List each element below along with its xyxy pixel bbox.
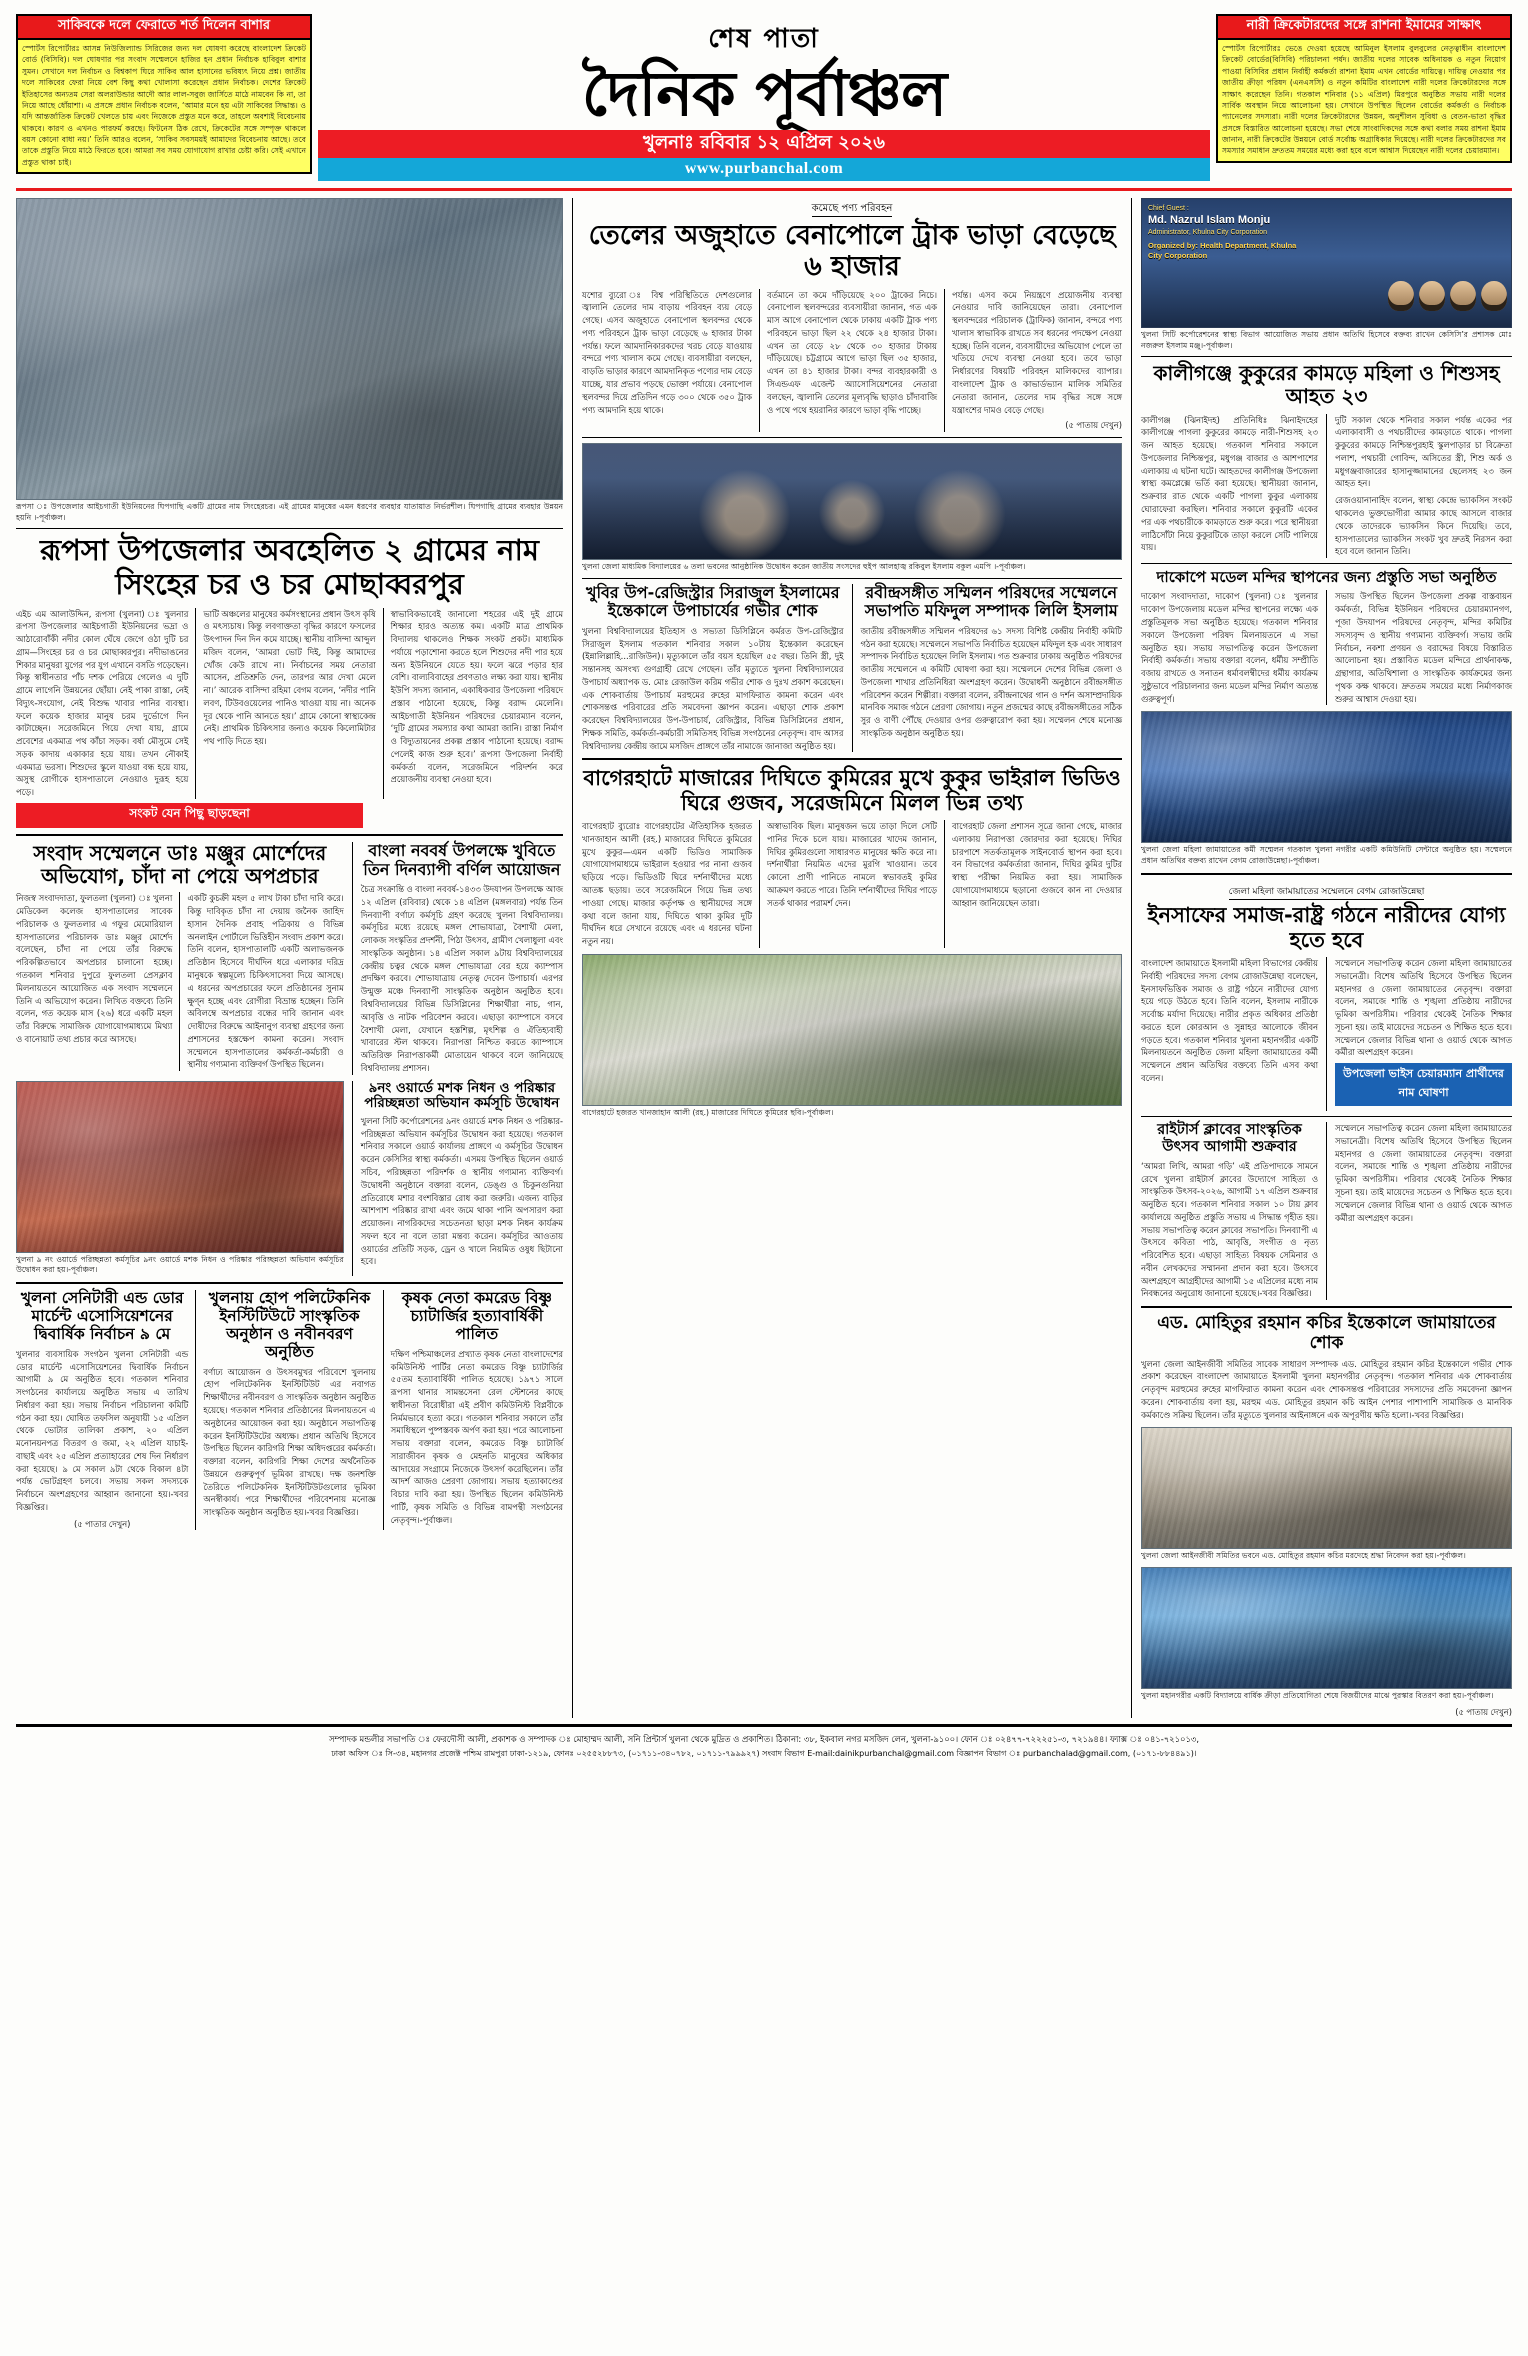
dakop-body-1: দাকোপ সংবাদদাতা, দাকোপ (খুলনা) ঃ খুলনার দাকোপ উপজেলায় মডেল মন্দির স্থাপনের লক্ষ্যে এক প্রস্তুতিমূলক সভা অনুষ্ঠিত হয়েছে। গতকাল শনিবার সকালে উপজেলা পরিষদ মিলনায়তনে এ সভা অনুষ্ঠিত হয়। সভায় সভাপতিত্ব করেন উপজেলা নির্বাহী কর্মকর্তা। সভায় বক্তারা বলেন, ধর্মীয় সম্প্রীতি বজায় রাখতে ও সনাতন ধর্মাবলম্বীদের ধর্মীয় কার্যক্রম সুষ্ঠুভাবে পরিচালনার জন্য মডেল মন্দির নির্মাণ অত্যন্ত গুরুত্বপূর্ণ।: [1141, 591, 1318, 704]
kaliganj-byline: কালীগঞ্জ (ঝিনাইদহ) প্রতিনিধিঃ: [1141, 414, 1268, 425]
rupsa-photo-caption: রূপসা ঃ উপজেলার আইচগাতী ইউনিয়নের ঘিপগাছি একটি গ্রামের নাম সিংহেরচর। এই গ্রামের মানুষের এমন ধরণের ব্যবহার যাতায়াত নির্ভরশীল। ঘিপগাছি গ্রামের ব্যবহার উন্নয়ন হয়নি ।-পূর্বাঞ্চল।: [16, 502, 563, 522]
bagerhat-dighi-photo: [582, 954, 1122, 1106]
publication-title: দৈনিক পূর্বাঞ্চল: [581, 57, 947, 130]
rupsa-river-photo: [16, 198, 563, 500]
mohitur-photo-caption-1: খুলনা জেলা আইনজীবী সমিতির ভবনে এড. মোহিতুর রহমান কচির মরদেহে শ্রদ্ধা নিবেদন করা হয়।-পূর্বাঞ্চল।: [1141, 1551, 1466, 1561]
divider: [1141, 873, 1512, 875]
bagerhat-body-3: বাগেরহাট জেলা প্রশাসন সূত্রে জানা গেছে, মাজার এলাকায় নিরাপত্তা জোরদার করা হয়েছে। দিঘির চারপাশে সতর্কতামূলক সাইনবোর্ড স্থাপন করা হবে। বন বিভাগের কর্মকর্তারা জানান, দিঘির কুমির দুটির স্বাস্থ্য পরীক্ষা নিয়মিত করা হয়। সামাজিক যোগাযোগমাধ্যমে ছড়ানো গুজবে কান না দেওয়ার আহ্বান জানিয়েছেন তারা।: [952, 821, 1122, 908]
bokul-mp-photo: [582, 443, 1122, 560]
top-right-teaser-body: স্পোর্টস রিপোর্টারঃ ভেঙে দেওয়া হয়েছে আমিনুল ইসলাম বুলবুলের নেতৃত্বাধীন বাংলাদেশ ক্রিকেট বোর্ডের(বিসিবি) পরিচালনা পর্ষদ। জাতীয় দলের সাবেক অধিনায়ক ও নতুন নিয়োগ পাওয়া বিসিবির প্রধান নির্বাহী কর্মকর্তা রাশনা ইমাম এখন বোর্ডের দায়িত্বে। দায়িত্ব নেওয়ার পর জাতীয় ক্রীড়া পরিষদ (এনএসসি) ও নতুন কমিটির বাংলাদেশ নারী দলের ক্রিকেটারদের সঙ্গে সাক্ষাৎ করেছেন তিনি। গতকাল শনিবার (১১ এপ্রিল) মিরপুরে অনুষ্ঠিত সভায় নারী দলের সার্বিক অবস্থান নিয়ে আলোচনা হয়। সেখানে উপস্থিত ছিলেন বোর্ডের কর্মকর্তা ও নির্বাচক প্যানেলের সদস্যরা। নারী দলের ক্রিকেটারদের উন্নয়ন, অনুশীলন সুবিধা ও বেতন-ভাতা বৃদ্ধির প্রসঙ্গে বিস্তারিত আলোচনা হয়েছে। সভা শেষে সাংবাদিকদের সঙ্গে কথা বলার সময় রাশনা ইমাম জানান, নারী ক্রিকেটের উন্নয়নে বোর্ড সর্বোচ্চ অগ্রাধিকার দিয়েছে। নারী দলের ক্রিকেটারদের সব সমস্যার সমাধান দ্রুততম সময়ের মধ্যে করা হবে বলে আশ্বাস দিয়েছেন নারী দলের চেয়ারম্যান।: [1222, 43, 1506, 156]
left-lower-stories: [16, 842, 563, 1075]
rupsa-villages-body: [16, 608, 563, 799]
footer-imprint: [16, 1724, 1512, 1761]
mahila-conference-caption: খুলনা জেলা মহিলা জামায়াতের কর্মী সম্মেলন গতকাল খুলনা নগরীর একটি কমিউনিটি সেন্টারে অনুষ্ঠিত হয়। সম্মেলনে প্রধান অতিথির বক্তব্য রাখেন বেগম রোজাউন্নেছা।-পূর্বাঞ্চল।: [1141, 845, 1512, 865]
top-right-teaser-box[interactable]: [1216, 14, 1512, 163]
school-sports-photo: [1141, 1567, 1512, 1689]
khubi-registrar-headline[interactable]: খুবির উপ-রেজিস্ট্রার সিরাজুল ইসলামের ইন্তেকালে উপাচার্যের গভীর শোক: [585, 582, 840, 621]
divider: [1141, 1116, 1512, 1117]
insaf-kicker: জেলা মহিলা জামায়াতের সম্মেলনে বেগম রোজাউন্নেছা: [1229, 887, 1425, 901]
left-bottom-stories: [16, 1290, 563, 1531]
insaf-headline[interactable]: ইনসাফের সমাজ-রাষ্ট্র গঠনে নারীদের যোগ্য হতে হবে: [1147, 903, 1506, 952]
insaf-body: [1141, 957, 1512, 1111]
page-label: শেষ পাতা: [708, 24, 820, 54]
dakop-body-2: সভায় উপস্থিত ছিলেন উপজেলা প্রকল্প বাস্তবায়ন কর্মকর্তা, বিভিন্ন ইউনিয়ন পরিষদের চেয়ারম্যানগণ, পূজা উদযাপন পরিষদের নেতৃবৃন্দ, মন্দির কমিটির সদস্যবৃন্দ ও স্থানীয় গণ্যমান্য ব্যক্তিবর্গ। সভায় জমি নির্বাচন, নকশা প্রণয়ন ও বরাদ্দের বিষয়ে বিস্তারিত আলোচনা হয়। প্রস্তাবিত মডেল মন্দিরে প্রার্থনাকক্ষ, গ্রন্থাগার, অতিথিশালা ও সাংস্কৃতিক কার্যক্রমের জন্য পৃথক কক্ষ থাকবে। দ্রুততম সময়ের মধ্যে নির্মাণকাজ শুরুর আশ্বাস দেওয়া হয়।: [1335, 591, 1512, 704]
crowd-photo-caption: খুলনা ৯ নং ওয়ার্ডে পরিচ্ছন্নতা কর্মসূচির ৯নং ওয়ার্ডে মশক নিধন ও পরিষ্কার পরিচ্ছন্নতা অভিযান কর্মসূচির উদ্বোধন করা হয়।-পূর্বাঞ্চল।: [16, 1254, 344, 1275]
kaliganj-body-1: কালীগঞ্জ (ঝিনাইদহ) প্রতিনিধিঃ ঝিনাইদহের কালীগঞ্জে পাগলা কুকুরের কামড়ে নারী-শিশুসহ ২৩ জন আহত হয়েছে। গতকাল শনিবার সকালে উপজেলার নিশ্চিন্তপুর, মধুগঞ্জ বাজার ও আশপাশের এলাকায় এ ঘটনা ঘটে। আহতদের কালীগঞ্জ উপজেলা স্বাস্থ্য কমপ্লেক্সে ভর্তি করা হয়েছে। স্থানীয়রা জানান, শুক্রবার রাত থেকে একটি পাগলা কুকুর এলাকায় ঘোরাফেরা করছিল। শনিবার সকালে কুকুরটি একের পর এক পথচারীকে কামড়াতে শুরু করে। পরে স্থানীয়রা লাঠিসোঁটা নিয়ে কুকুরটিকে তাড়া করলে সেটি পালিয়ে যায়।: [1141, 414, 1318, 553]
left-photo-row: [16, 1081, 563, 1276]
kcc-ad-text: [1148, 204, 1298, 261]
rupsa-villages-headline[interactable]: রূপসা উপজেলার অবহেলিত ২ গ্রামের নাম সিংহের চর ও চর মোছাব্বরপুর: [39, 533, 540, 601]
mohitur-headline[interactable]: এড. মোহিতুর রহমান কচির ইন্তেকালে জামায়াতের শোক: [1157, 1313, 1496, 1353]
benapole-body: [582, 289, 1122, 432]
khubi-registrar-body: খুলনা বিশ্ববিদ্যালয়ের ইতিহাস ও সভ্যতা ডিসিপ্লিনে কর্মরত উপ-রেজিস্ট্রার সিরাজুল ইসলাম গতকাল শনিবার সকাল ১০টায় ইন্তেকাল করেছেন (ইন্নালিল্লাহি...রাজিউন)। মৃত্যুকালে তাঁর বয়স হয়েছিল ৫৫ বছর। তিনি স্ত্রী, দুই সন্তানসহ অসংখ্য গুণগ্রাহী রেখে গেছেন। তাঁর মৃত্যুতে খুলনা বিশ্ববিদ্যালয়ের উপাচার্য অধ্যাপক ড. মোঃ রেজাউল করিম গভীর শোক ও দুঃখ প্রকাশ করেছেন। এক শোকবার্তায় উপাচার্য মরহুমের রুহের মাগফিরাত কামনা করেন এবং শোকসন্তপ্ত পরিবারের প্রতি সমবেদনা জ্ঞাপন করেন। এছাড়া শোক প্রকাশ করেছেন বিশ্ববিদ্যালয়ের উপ-উপাচার্য, রেজিস্ট্রার, বিভিন্ন ডিসিপ্লিনের প্রধান, শিক্ষক সমিতি, কর্মকর্তা-কর্মচারী সমিতিসহ বিভিন্ন সংগঠনের নেতৃবৃন্দ। বাদ আসর বিশ্ববিদ্যালয় কেন্দ্রীয় জামে মসজিদ প্রাঙ্গণে তাঁর নামাজে জানাজা অনুষ্ঠিত হয়।: [582, 625, 844, 751]
manjur-body-2: একটি কুচক্রী মহল ৫ লাখ টাকা চাঁদা দাবি করে। কিন্তু দাবিকৃত চাঁদা না দেয়ায় জনৈক জাহিদ হাসান দৈনিক প্রবাহ পত্রিকায় ও বিভিন্ন অনলাইন পোর্টালে ভিত্তিহীন সংবাদ প্রকাশ করে। তিনি বলেন, হাসপাতালটি একটি অলাভজনক প্রতিষ্ঠান হিসেবে দীর্ঘদিন ধরে এলাকার দরিদ্র মানুষকে স্বল্পমূল্যে চিকিৎসাসেবা দিয়ে আসছে। এ ধরনের অপপ্রচারের ফলে প্রতিষ্ঠানের সুনাম ক্ষুণ্ন হচ্ছে এবং রোগীরা বিভ্রান্ত হচ্ছেন। তিনি অবিলম্বে অপপ্রচার বন্ধের দাবি জানান এবং দোষীদের বিরুদ্ধে আইনানুগ ব্যবস্থা গ্রহণের জন্য প্রশাসনের হস্তক্ষেপ কামনা করেন। সংবাদ সম্মেলনে হাসপাতালের কর্মকর্তা-কর্মচারী ও স্থানীয় গণ্যমান্য ব্যক্তিবর্গ উপস্থিত ছিলেন।: [187, 893, 344, 1070]
divider: [16, 834, 563, 836]
column-middle: [572, 198, 1132, 1718]
insaf-kicker-wrap: [1141, 881, 1512, 901]
bagerhat-body-1: বাগেরহাট ব্যুরোঃ বাগেরহাটের ঐতিহাসিক হজরত খানজাহান আলী (রহ.) মাজারের দিঘিতে কুমিরের মুখে কুকুর—এমন একটি ভিডিও সামাজিক যোগাযোগমাধ্যমে ভাইরাল হওয়ার পর নানা গুজব ছড়িয়ে পড়ে। ভিডিওটি ঘিরে দর্শনার্থীদের মধ্যে আতঙ্ক ছড়ায়। তবে সরেজমিনে গিয়ে ভিন্ন তথ্য পাওয়া গেছে। মাজার কর্তৃপক্ষ ও স্থানীয়দের সঙ্গে কথা বলে জানা যায়, দিঘিতে থাকা কুমির দুটি দীর্ঘদিন ধরে সেখানে রয়েছে এবং এ ধরনের ঘটনা নতুন নয়।: [582, 821, 752, 947]
kaliganj-dog-body: [1141, 414, 1512, 558]
kaliganj-body-2: দুটি সকাল থেকে শনিবার সকাল পর্যন্ত একের পর এলাকাবাসী ও পথচারীদের কামড়াতে থাকে। পাগলা কুকুরের কামড়ে নিশ্চিন্তপুরহাই স্কুলপাড়ার চা বিক্রেতা পলাশ, পথচারী গোবিন্দ, অসিতের স্ত্রী, শিশু অর্ক ও মধুগঞ্জবাজারের হাসানুজ্জামানের ছেলেসহ ২৩ জন আহত হন।: [1335, 414, 1512, 489]
chief-guest-title: Administrator, Khulna City Corporation: [1148, 229, 1268, 237]
masthead: [312, 14, 1216, 181]
footer-line-1: সম্পাদক মন্ডলীর সভাপতি ঃ ফেরদৌসী আলী, প্রকাশক ও সম্পাদক ঃ মোহাম্মদ আলী, সনি প্রিন্টার্স খুলনা থেকে মুদ্রিত ও প্রকাশিত। ঠিকানা: ৩৮, ইকবাল নগর মসজিদ লেন, খুলনা-৯১০০। ফোন ঃ ০২৪৭৭-৭২২২৫১-৩, ৭২১৯৪৪। ফ্যাক্স ঃ ০৪১-৭২১০১৩,: [328, 1734, 1200, 1745]
mohitur-photo-caption-2: খুলনা মহানগরীর একটি বিদ্যালয়ে বার্ষিক ক্রীড়া প্রতিযোগিতা শেষে বিজয়ীদের মাঝে পুরস্কার বিতরণ করা হয়।-পূর্বাঞ্চল।: [1141, 1691, 1494, 1701]
mahila-conference-photo: [1141, 711, 1512, 843]
nabobarsho-body: চৈত্র সংক্রান্তি ও বাংলা নববর্ষ-১৪৩৩ উদযাপন উপলক্ষে আজ ১২ এপ্রিল (রবিবার) থেকে ১৪ এপ্রিল (মঙ্গলবার) পর্যন্ত তিন দিনব্যাপী বর্ণাঢ্য কর্মসূচি গ্রহণ করেছে খুলনা বিশ্ববিদ্যালয়। কর্মসূচির মধ্যে রয়েছে মঙ্গল শোভাযাত্রা, বৈশাখী মেলা, লোকজ সংস্কৃতির প্রদর্শনী, পিঠা উৎসব, গ্রামীণ খেলাধুলা এবং সাংস্কৃতিক অনুষ্ঠান। ১৪ এপ্রিল সকাল ৯টায় বিশ্ববিদ্যালয়ের কেন্দ্রীয় চত্বর থেকে মঙ্গল শোভাযাত্রা বের হয়ে ক্যাম্পাস প্রদক্ষিণ করবে। শোভাযাত্রায় নেতৃত্ব দেবেন উপাচার্য। এরপর উন্মুক্ত মঞ্চে দিনব্যাপী সাংস্কৃতিক অনুষ্ঠান অনুষ্ঠিত হবে। বিশ্ববিদ্যালয়ের বিভিন্ন ডিসিপ্লিনের শিক্ষার্থীরা নাচ, গান, আবৃত্তি ও নাটক পরিবেশন করবে। এছাড়া ক্যাম্পাসে বসবে বৈশাখী মেলা, যেখানে হস্তশিল্প, মৃৎশিল্প ও ঐতিহ্যবাহী খাবারের স্টল থাকবে। নিরাপত্তা নিশ্চিত করতে ক্যাম্পাসে অতিরিক্ত নিরাপত্তাকর্মী মোতায়েন থাকবে বলে জানিয়েছে বিশ্ববিদ্যালয় প্রশাসন।: [360, 884, 563, 1073]
kcc-health-ad-photo: [1141, 198, 1512, 328]
mohitur-body: খুলনা জেলা আইনজীবী সমিতির সাবেক সাধারণ সম্পাদক এড. মোহিতুর রহমান কচির ইন্তেকালে গভীর শোক প্রকাশ করেছেন বাংলাদেশ জামায়াতে ইসলামী খুলনা মহানগরীর নেতৃবৃন্দ। গতকাল শনিবার এক শোকবার্তায় নেতৃবৃন্দ মরহুমের রুহের মাগফিরাত কামনা করেন এবং শোকসন্তপ্ত পরিবারের সদস্যদের প্রতি সমবেদনা জ্ঞাপন করেন। শোকবার্তায় বলা হয়, মরহুম এড. মোহিতুর রহমান কচি আইন পেশার পাশাপাশি সামাজিক ও মানবিক কর্মকাণ্ডে সক্রিয় ছিলেন। তাঁর মৃত্যুতে খুলনার আইনাঙ্গনে এক অপূরণীয় ক্ষতি হলো।-খবর বিজ্ঞপ্তির।: [1141, 1358, 1512, 1420]
kaliganj-body-3: রেজওয়ানানাহিদ বলেন, স্বাস্থ্য কেন্দ্রে ভ্যাকসিন সংকট থাকলেও ভুক্তভোগীরা আমার কাছে আসলে বাজার থেকে তাদেরকে ভ্যাকসিন কিনে দিয়েছি। তবে, হাসপাতালের ভ্যাকসিন সংকট খুব দ্রুতই নিরসন করা হবে বলে জানান তিনি।: [1335, 495, 1512, 557]
insaf-body-1: বাংলাদেশ জামায়াতে ইসলামী মহিলা বিভাগের কেন্দ্রীয় নির্বাহী পরিষদের সদস্য বেগম রোজাউন্নেছা বলেছেন, ইনসাফভিত্তিক সমাজ ও রাষ্ট্র গঠনে নারীদের যোগ্য হয়ে গড়ে উঠতে হবে। তিনি বলেন, ইসলাম নারীকে সর্বোচ্চ মর্যাদা দিয়েছে। নারীর প্রকৃত অধিকার প্রতিষ্ঠা করতে হলে কোরআন ও সুন্নাহর আলোকে জীবন গড়তে হবে। গতকাল শনিবার খুলনা মহানগরীর একটি মিলনায়তনে অনুষ্ঠিত জেলা মহিলা জামায়াতের কর্মী সম্মেলনে প্রধান অতিথির বক্তব্যে তিনি এসব কথা বলেন।: [1141, 958, 1318, 1083]
bishnu-body: দক্ষিণ পশ্চিমাঞ্চলের প্রখ্যাত কৃষক নেতা বাংলাদেশের কমিউনিস্ট পার্টির নেতা কমরেড বিষ্ণু চ্যাটার্জির ৫৫তম হত্যাবার্ষিকী পালিত হয়েছে। ১৯৭১ সালে রূপসা থানার সামন্তসেনা রেল স্টেশনের কাছে স্বাধীনতা বিরোধীরা এই প্রবীণ কমিউনিস্ট বিপ্লবীকে নির্মমভাবে হত্যা করে। গতকাল শনিবার সকালে তাঁর সমাধিস্থলে পুষ্পস্তবক অর্পণ করা হয়। পরে আলোচনা সভায় বক্তারা বলেন, কমরেড বিষ্ণু চ্যাটার্জি সারাজীবন কৃষক ও মেহনতি মানুষের অধিকার আদায়ের সংগ্রামে নিজেকে উৎসর্গ করেছিলেন। তাঁর আদর্শ আজও প্রেরণা জোগায়। সভায় হত্যাকাণ্ডের বিচার দাবি করা হয়। উপস্থিত ছিলেন কমিউনিস্ট পার্টি, কৃষক সমিতি ও বিভিন্ন বামপন্থী সংগঠনের নেতৃবৃন্দ।-পূর্বাঞ্চল।: [390, 1348, 563, 1525]
bishnu-headline[interactable]: কৃষক নেতা কমরেড বিষ্ণু চ্যাটার্জির হত্যাবার্ষিকী পালিত: [401, 1288, 552, 1343]
kaliganj-dog-headline[interactable]: কালীগঞ্জে কুকুরের কামড়ে মহিলা ও শিশুসহ আহত ২৩: [1153, 361, 1500, 409]
mid-two-stories: [582, 584, 1122, 753]
rupsa-villages-col3: স্বাভাবিকভাবেই জানালো শহরের এই দুই গ্রামে শিক্ষার হারও অত্যন্ত কম। একটি মাত্র প্রাথমিক বিদ্যালয় থাকলেও শিক্ষক সংকট প্রকট। মাধ্যমিক পর্যায়ে পড়াশোনা করতে হলে শিশুদের নদী পার হয়ে অন্য ইউনিয়নে যেতে হয়। ফলে ঝরে পড়ার হার বেশি। বাল্যবিবাহের প্রবণতাও লক্ষ্য করা যায়। স্থানীয় ইউপি সদস্য জানান, একাধিকবার উপজেলা পরিষদে প্রস্তাব পাঠানো হয়েছে, কিন্তু বরাদ্দ মেলেনি। আইচগাতী ইউনিয়ন পরিষদের চেয়ারম্যান বলেন, ‘দুটি গ্রামের সমস্যার কথা আমরা জানি। রাস্তা নির্মাণ ও বিদ্যুতায়নের প্রকল্প প্রস্তাব পাঠানো হয়েছে। বরাদ্দ পেলেই কাজ শুরু হবে।’ রূপসা উপজেলা নির্বাহী কর্মকর্তা বলেন, সরেজমিনে পরিদর্শন করে প্রয়োজনীয় ব্যবস্থা নেওয়া হবে।: [390, 608, 563, 785]
benapole-body-3: পর্যন্ত। এসব কমে নিয়ন্ত্রণে প্রয়োজনীয় ব্যবস্থা নেওয়ার দাবি জানিয়েছেন তারা। বেনাপোল স্থলবন্দরের পরিচালক (ট্রাফিক) জানান, বন্দরে পণ্য খালাস স্বাভাবিক রাখতে সব ধরনের পদক্ষেপ নেওয়া হচ্ছে। তিনি বলেন, ব্যবসায়ীদের অভিযোগ পেলে তা খতিয়ে দেখে ব্যবস্থা নেওয়া হবে। তবে ভাড়া নির্ধারণের বিষয়টি পরিবহন মালিকদের ব্যাপার। বাংলাদেশ ট্রাক ও কাভার্ডভ্যান মালিক সমিতির নেতারা জানান, তেলের দাম বৃদ্ধির সঙ্গে সঙ্গে যন্ত্রাংশের দামও বেড়ে গেছে।: [952, 289, 1122, 415]
kcc-ad-organizer: Organized by: Health Department, Khulna City Corporation: [1148, 240, 1297, 260]
polytechnic-body: বর্ণাঢ্য আয়োজন ও উৎসবমুখর পরিবেশে খুলনায় হোপ পলিটেকনিক ইনস্টিটিউট এর নবাগত শিক্ষার্থীদের নবীনবরণ ও সাংস্কৃতিক অনুষ্ঠান অনুষ্ঠিত হয়েছে। গতকাল শনিবার প্রতিষ্ঠানের মিলনায়তনে এ অনুষ্ঠানের আয়োজন করা হয়। অনুষ্ঠানে সভাপতিত্ব করেন ইনস্টিটিউটের অধ্যক্ষ। প্রধান অতিথি হিসেবে উপস্থিত ছিলেন কারিগরি শিক্ষা অধিদপ্তরের কর্মকর্তা। বক্তারা বলেন, কারিগরি শিক্ষা দেশের অর্থনৈতিক উন্নয়নে গুরুত্বপূর্ণ ভূমিকা রাখছে। দক্ষ জনশক্তি তৈরিতে পলিটেকনিক ইনস্টিটিউটগুলোর ভূমিকা অনস্বীকার্য। পরে শিক্ষার্থীদের পরিবেশনায় মনোজ্ঞ সাংস্কৃতিক অনুষ্ঠান অনুষ্ঠিত হয়।-খবর বিজ্ঞপ্তির।: [203, 1366, 376, 1518]
dakop-mandir-headline[interactable]: দাকোপে মডেল মন্দির স্থাপনের জন্য প্রস্তুতি সভা অনুষ্ঠিত: [1156, 568, 1497, 587]
divider: [1141, 1306, 1512, 1308]
dateline-bar: খুলনাঃ রবিবার ১২ এপ্রিল ২০২৬: [318, 130, 1210, 158]
rupsa-byline: এইচ এম আলাউদ্দিন, রূপসা (খুলনা) ঃ: [16, 608, 161, 619]
divider: [16, 1282, 563, 1284]
divider: [1141, 563, 1512, 564]
manjur-body: [16, 892, 344, 1071]
mosquito-body: খুলনা সিটি কর্পোরেশনের ৯নং ওয়ার্ডে মশক নিধন ও পরিষ্কার-পরিচ্ছন্নতা অভিযান কর্মসূচির উদ্বোধন করা হয়েছে। গতকাল শনিবার সকালে ওয়ার্ড কার্যালয় প্রাঙ্গণে এ কর্মসূচির উদ্বোধন করেন কেসিসির স্বাস্থ্য কর্মকর্তা। এসময় উপস্থিত ছিলেন ওয়ার্ড সচিব, পরিচ্ছন্নতা পরিদর্শক ও স্থানীয় গণ্যমান্য ব্যক্তিবর্গ। উদ্বোধনী অনুষ্ঠানে বক্তারা বলেন, ডেঙ্গু ও চিকুনগুনিয়া প্রতিরোধে মশার বংশবিস্তার রোধ করা জরুরি। এজন্য বাড়ির আশপাশ পরিষ্কার রাখা এবং জমে থাকা পানি অপসারণ করা প্রয়োজন। নাগরিকদের সচেতনতা ছাড়া মশক নিধন কার্যক্রম সফল হবে না বলে তারা মন্তব্য করেন। কর্মসূচির আওতায় ওয়ার্ডের প্রতিটি সড়ক, ড্রেন ও খালে নিয়মিত ওষুধ ছিটানো হবে।: [360, 1115, 563, 1267]
bagerhat-croc-body: [582, 820, 1122, 948]
robindra-body: জাতীয় রবীন্দ্রসঙ্গীত সম্মিলন পরিষদের ৬১ সদস্য বিশিষ্ট কেন্দ্রীয় নির্বাহী কমিটি গঠন করা হয়েছে। সম্মেলনে সভাপতি নির্বাচিত হয়েছেন মফিদুল হক এবং সাধারণ সম্পাদক নির্বাচিত হয়েছেন লিলি ইসলাম। গত শুক্রবার ঢাকায় অনুষ্ঠিত পরিষদের জাতীয় সম্মেলনে এ কমিটি ঘোষণা করা হয়। সম্মেলনে দেশের বিভিন্ন জেলা ও উপজেলা শাখার প্রতিনিধিরা অংশগ্রহণ করেন। উদ্বোধনী অনুষ্ঠানে রবীন্দ্রসঙ্গীত পরিবেশন করেন শিল্পীরা। বক্তারা বলেন, রবীন্দ্রনাথের গান ও দর্শন অসাম্প্রদায়িক মানবিক সমাজ গঠনে প্রেরণা জোগায়। নতুন প্রজন্মের কাছে রবীন্দ্রসঙ্গীতের সঠিক সুর ও বাণী পৌঁছে দেওয়ার ওপর গুরুত্বারোপ করা হয়। সম্মেলন শেষে মনোজ্ঞ সাংস্কৃতিক অনুষ্ঠান অনুষ্ঠিত হয়।: [860, 625, 1122, 738]
column-right: [1132, 198, 1512, 1718]
manjur-headline[interactable]: সংবাদ সম্মেলনে ডাঃ মঞ্জুর মোর্শেদের অভিযোগ, চাঁদা না পেয়ে অপপ্রচার: [33, 841, 327, 889]
main-columns: [16, 198, 1512, 1718]
benapole-kicker-wrap: [582, 198, 1122, 217]
chief-guest-name: Md. Nazrul Islam Monju: [1148, 214, 1271, 227]
rupsa-body-1: খুলনার রূপসা উপজেলার আইচগাতী ইউনিয়নের ভদ্রা ও আঠারোবাঁকী নদীর কোল ঘেঁষে জেগে ওঠা দুটি চর গ্রাম—সিংহের চর ও চর মোছাব্বরপুর। নদীভাঙনের শিকার মানুষরা যুগের পর যুগ এখানে বসতি গড়েছেন। কিন্তু স্বাধীনতার পাঁচ দশক পেরিয়ে গেলেও এ দুটি গ্রামে লাগেনি উন্নয়নের ছোঁয়া। নেই পাকা রাস্তা, নেই বিদ্যুৎ-সংযোগ, নেই বিশুদ্ধ খাবার পানির ব্যবস্থা। ফলে কয়েক হাজার মানুষ চরম দুর্ভোগে দিন কাটাচ্ছেন। সরেজমিনে গিয়ে দেখা যায়, গ্রামে প্রবেশের একমাত্র পথ কাঁচা সড়ক। বর্ষা মৌসুমে সেই সড়ক কাদায় একাকার হয়ে যায়। তখন নৌকাই একমাত্র ভরসা। শিশুদের স্কুলে যাওয়া বন্ধ হয়ে যায়, অসুস্থ রোগীকে হাসপাতালে নেওয়াও দুরূহ হয়ে পড়ে।: [16, 608, 189, 798]
divider: [582, 758, 1122, 760]
footer-line-2: ঢাকা অফিস ঃ সি-৩৪, মহানগর প্রজেক্ট পশ্চিম রামপুরা ঢাকা-১২১৯, ফোনঃ ০২৫৫২৮৮৭৩, (০১৭১১-৩৪০৭৮২, ০১৭১১-৭৯৯৯২৭) সংবাদ বিভাগ E-mail:dainikpurbanchal@gmail.com বিজ্ঞাপন বিভাগ ঃ purbanchalad@gmail.com, (০১৭১-৮৮৪৪৯১)।: [331, 1749, 1197, 1759]
benapole-body-1: যশোর ব্যুরো ঃ বিশ্ব পরিস্থিতিতে দেশগুলোর জ্বালানি তেলের দাম বাড়ায় পরিবহন ব্যয় বেড়ে গেছে। এসব অজুহাতে বেনাপোল স্থলবন্দর থেকে পণ্য পরিবহনে ট্রাক ভাড়া বেড়েছে ৬ হাজার টাকা পর্যন্ত। ফলে আমদানিকারকদের খরচ বেড়ে যাওয়ায় বন্দরে পণ্য খালাস কমে গেছে। ব্যবসায়ীরা বলছেন, বাড়তি ভাড়ার কারণে আমদানিকৃত পণ্যের দাম বেড়ে যাচ্ছে, যার প্রভাব পড়ছে ভোক্তা পর্যায়ে। বেনাপোল স্থলবন্দর দিয়ে প্রতিদিন গড়ে ৩০০ থেকে ৩৫০ ট্রাক পণ্য আমদানি হয়ে থাকে।: [582, 289, 752, 415]
mosquito-headline[interactable]: ৯নং ওয়ার্ডে মশক নিধন ও পরিষ্কার পরিচ্ছন্নতা অভিযান কর্মসূচি উদ্বোধন: [364, 1079, 560, 1112]
bagerhat-croc-headline[interactable]: বাগেরহাটে মাজারের দিঘিতে কুমিরের মুখে কুকুর ভাইরাল ভিডিও ঘিরে গুজব, সরেজমিনে মিলল ভিন্ন তথ্য: [583, 766, 1121, 815]
divider: [582, 437, 1122, 438]
kcc-ad-caption: খুলনা সিটি কর্পোরেশনের স্বাস্থ্য বিভাগ আয়োজিত সভায় প্রধান অতিথি হিসেবে বক্তব্য রাখেন কেসিসি’র প্রশাসক মোঃ নজরুল ইসলাম মঞ্জু।-পূর্বাঞ্চল।: [1141, 330, 1512, 350]
top-strip: [16, 14, 1512, 181]
dakop-mandir-body: [1141, 590, 1512, 705]
crowd-photo: [16, 1081, 344, 1253]
writers-club-overflow: সম্মেলনে সভাপতিত্ব করেন জেলা মহিলা জামায়াতের সভানেত্রী। বিশেষ অতিথি হিসেবে উপস্থিত ছিলেন মহানগর ও জেলা জামায়াতের নেতৃবৃন্দ। বক্তারা বলেন, সমাজে শান্তি ও শৃঙ্খলা প্রতিষ্ঠায় নারীদের ভূমিকা অপরিসীম। পরিবার থেকেই নৈতিক শিক্ষার সূচনা হয়। তাই মায়েদের সচেতন ও শিক্ষিত হতে হবে। সম্মেলনে জেলার বিভিন্ন থানা ও ওয়ার্ড থেকে আগত কর্মীরা অংশগ্রহণ করেন।: [1335, 1123, 1512, 1223]
rupsa-villages-col2: ভাটি অঞ্চলের মানুষের কর্মসংস্থানের প্রধান উৎস কৃষি ও মৎস্যচাষ। কিন্তু লবণাক্ততা বৃদ্ধির কারণে ফসলের উৎপাদন দিন দিন কমে যাচ্ছে। স্থানীয় বাসিন্দা আব্দুল মজিদ বলেন, ‘আমরা ভোট দিই, কিন্তু আমাদের খোঁজ কেউ রাখে না। নির্বাচনের সময় নেতারা আসেন, প্রতিশ্রুতি দেন, তারপর আর দেখা মেলে না।’ আরেক বাসিন্দা রহিমা বেগম বলেন, ‘নদীর পানি লবণ, টিউবওয়েলের পানিও খাওয়া যায় না। অনেক দূর থেকে পানি আনতে হয়।’ গ্রামে কোনো স্বাস্থ্যকেন্দ্র নেই। প্রাথমিক চিকিৎসার জন্যও কয়েক কিলোমিটার পথ পাড়ি দিতে হয়।: [203, 608, 376, 747]
rupsa-crisis-banner: সংকট যেন পিছু ছাড়ছেনা: [16, 803, 363, 828]
writers-club-headline[interactable]: রাইটার্স ক্লাবের সাংস্কৃতিক উৎসব আগামী শুক্রবার: [1157, 1122, 1302, 1155]
jump-note-a[interactable]: (৫ পাতার দেখুন): [73, 1518, 131, 1529]
robindra-headline[interactable]: রবীন্দ্রসঙ্গীত সম্মিলন পরিষদের সম্মেলনে সভাপতি মফিদুল সম্পাদক লিলি ইসলাম: [864, 582, 1118, 621]
manjur-body-1: নিজস্ব সংবাদদাতা, ফুলতলা (খুলনা) ঃ খুলনা মেডিকেল কলেজ হাসপাতালের সাবেক পরিচালক ও ফুলতলার এ গফুর মেমোরিয়াল হাসপাতালের পরিচালক ডাঃ মঞ্জুর মোর্শেদ বলেছেন, চাঁদা না পেয়ে তাঁর বিরুদ্ধে পরিকল্পিতভাবে অপপ্রচার চালানো হচ্ছে। গতকাল শনিবার দুপুরে ফুলতলা প্রেসক্লাব মিলনায়তনে আয়োজিত এক সংবাদ সম্মেলনে তিনি এ অভিযোগ করেন। লিখিত বক্তব্যে তিনি বলেন, গত কয়েক মাস (২৬) ধরে একটি মহল তাঁর বিরুদ্ধে সামাজিক যোগাযোগমাধ্যমে মিথ্যা ও বানোয়াট তথ্য প্রচার করে আসছে।: [16, 893, 173, 1044]
divider: [582, 578, 1122, 579]
writers-club-block: [1141, 1122, 1512, 1300]
vice-chairman-banner: উপজেলা ভাইস চেয়ারম্যান প্রার্থীদের নাম ঘোষণা: [1335, 1063, 1512, 1106]
benapole-headline[interactable]: তেলের অজুহাতে বেনাপোলে ট্রাক ভাড়া বেড়েছে ৬ হাজার: [588, 220, 1116, 283]
column-left: [16, 198, 572, 1718]
speaker-heads-decoration: [1388, 281, 1507, 311]
bokul-mp-caption: খুলনা জেলা মাধ্যমিক বিদ্যালয়ের ৬ তলা ভবনের আনুষ্ঠানিক উদ্বোধন করেন জাতীয় সংসদের হুইপ আলহাজ্ব রকিবুল ইসলাম বকুল এমপি ।-পূর্বাঞ্চল।: [582, 562, 1026, 572]
sanitary-headline[interactable]: খুলনা সেনিটারী এন্ড ডোর মার্চেন্ট এসোসিয়েশনের দ্বিবার্ষিক নির্বাচন ৯ মে: [20, 1288, 184, 1343]
jump-note-c[interactable]: (৫ পাতায় দেখুন): [1455, 1706, 1512, 1717]
divider: [1141, 356, 1512, 357]
chief-guest-label: Chief Guest :: [1148, 205, 1189, 213]
writers-club-body: ‘আমরা লিখি, আমরা গড়ি’ এই প্রতিপাদ্যকে সামনে রেখে খুলনা রাইটার্স ক্লাবের উদ্যোগে সাহিত্য ও সাংস্কৃতিক উৎসব-২০২৬, আগামী ১৭ এপ্রিল শুক্রবার অনুষ্ঠিত হবে। গতকাল শনিবার সকাল ১০ টায় ক্লাব কার্যালয়ে অনুষ্ঠিত প্রস্তুতি সভায় এ সিদ্ধান্ত গৃহীত হয়। সভায় সভাপতিত্ব করেন ক্লাবের সভাপতি। দিনব্যাপী এ উৎসবে কবিতা পাঠ, আবৃত্তি, সংগীত ও নৃত্য পরিবেশিত হবে। এছাড়া সাহিত্য বিষয়ক সেমিনার ও নবীন লেখকদের সম্মাননা প্রদান করা হবে। উৎসবে অংশগ্রহণে আগ্রহীদের আগামী ১৫ এপ্রিলের মধ্যে নাম নিবন্ধনের অনুরোধ জানানো হয়েছে।-খবর বিজ্ঞপ্তির।: [1141, 1160, 1318, 1299]
top-left-teaser-box[interactable]: [16, 14, 312, 174]
jump-note-b[interactable]: (৫ পাতায় দেখুন): [1065, 420, 1122, 431]
bagerhat-photo-caption: বাগেরহাটে হজরত খানজাহান আলী (রহ.) মাজারের দিঘিতে কুমিরের ছবি।-পূর্বাঞ্চল।: [582, 1107, 834, 1117]
benapole-kicker: কমেছে পণ্য পরিবহন: [812, 202, 893, 217]
sanitary-body: খুলনার ব্যবসায়িক সংগঠন খুলনা সেনিটারী এন্ড ডোর মার্চেন্ট এসোসিয়েশনের দ্বিবার্ষিক নির্বাচন আগামী ৯ মে অনুষ্ঠিত হবে। গতকাল শনিবার সংগঠনের কার্যালয়ে অনুষ্ঠিত সভায় এ তারিখ নির্ধারণ করা হয়। সভায় নির্বাচন পরিচালনা কমিটি গঠন করা হয়। ঘোষিত তফসিল অনুযায়ী ১৫ এপ্রিল থেকে ভোটার তালিকা প্রকাশ, ২০ এপ্রিল মনোনয়নপত্র বিতরণ ও জমা, ২২ এপ্রিল যাচাই-বাছাই এবং ২৫ এপ্রিল প্রত্যাহারের শেষ দিন নির্ধারণ করা হয়েছে। ৯ মে সকাল ৯টা থেকে বিকাল ৪টা পর্যন্ত ভোটগ্রহণ চলবে। সভায় সকল সদস্যকে নির্বাচনে অংশগ্রহণের আহ্বান জানানো হয়।-খবর বিজ্ঞপ্তির।: [16, 1348, 189, 1512]
top-right-teaser-headline: নারী ক্রিকেটারদের সঙ্গে রাশনা ইমামের সাক্ষাৎ: [1218, 16, 1510, 40]
website-bar[interactable]: www.purbanchal.com: [318, 158, 1210, 181]
top-left-teaser-headline: সাকিবকে দলে ফেরাতে শর্ত দিলেন বাশার: [18, 16, 310, 40]
mohitur-janaza-photo: [1141, 1427, 1512, 1549]
bagerhat-byline: বাগেরহাট ব্যুরোঃ: [582, 821, 641, 832]
top-left-teaser-body: স্পোর্টস রিপোর্টারঃ আসন্ন নিউজিল্যান্ড সিরিজের জন্য দল ঘোষণা করেছে বাংলাদেশ ক্রিকেট বোর্ড (বিসিবি)। দল ঘোষণার পর সংবাদ সম্মেলনে হাজির হন প্রধান নির্বাচক হাবিবুল বাশার সুমন। সেখানে দল নির্বাচন ও বিশ্বকাপ ঘিরে সাকিব আল হাসানের ভবিষ্যৎ নিয়ে প্রশ্ন। জাতীয় দলে সাকিবের ফেরা নিয়ে বেশ কিছু কথা খোলাসা করেছেন প্রধান নির্বাচক। দেশের ক্রিকেট ইতিহাসের অন্যতম সেরা অলরাউন্ডার আদৌ আর লাল-সবুজ জার্সিতে মাঠে নামবেন কি না, তা নিয়ে আছে ধোঁয়াশা। এ প্রসঙ্গে প্রধান নির্বাচক বলেন, ‘আমার মনে হয় এটা সাকিবের সিদ্ধান্ত। ও যদি আন্তর্জাতিক ক্রিকেট খেলতে চায় এবং নিজেকে প্রস্তুত মনে করে, তাহলে অবশ্যই বিবেচনায় থাকবে। কারণ ও এখনও পারফর্ম করছে। ফিটনেস ঠিক রেখে, ক্রিকেটের সঙ্গে সম্পৃক্ত থাকলে বয়স কোনো বাধা নয়।’ তিনি আরও বলেন, ‘সাকিব সবসময়ই আমাদের বিবেচনায় আছে। তবে তাকে প্রস্তুতি নিয়ে মাঠে ফিরতে হবে। আমরা সব সময় যোগাযোগ রাখার চেষ্টা করি। সেই এখানে প্রস্তুত থাকা চাই।: [22, 43, 306, 167]
benapole-byline: যশোর ব্যুরো ঃ: [582, 289, 645, 300]
benapole-body-2: বর্তমানে তা কমে দাঁড়িয়েছে ২০০ ট্রাকের নিচে। বেনাপোল স্থলবন্দরের ব্যবসায়ীরা জানান, গত এক মাস আগে বেনাপোল থেকে ঢাকায় একটি ট্রাক পণ্য পরিবহনে ভাড়া ছিল ২২ থেকে ২৪ হাজার টাকা। এখন তা বেড়ে ২৮ থেকে ৩০ হাজার টাকায় দাঁড়িয়েছে। চট্টগ্রামে আগে ভাড়া ছিল ৩৫ হাজার, এখন তা ৪১ হাজার টাকা। বন্দর ব্যবহারকারী ও সিএন্ডএফ এজেন্ট অ্যাসোসিয়েশনের নেতারা বলছেন, জ্বালানি তেলের মূল্যবৃদ্ধি ছাড়াও চাঁদাবাজি ও পথে পথে হয়রানির কারণে ভাড়া বৃদ্ধি পাচ্ছে।: [767, 289, 937, 415]
polytechnic-headline[interactable]: খুলনায় হোপ পলিটেকনিক ইনস্টিটিউটে সাংস্কৃতিক অনুষ্ঠান ও নবীনবরণ অনুষ্ঠিত: [208, 1288, 371, 1361]
divider: [16, 528, 563, 529]
rupsa-villages-col1: [16, 608, 188, 799]
insaf-body-2: সম্মেলনে সভাপতিত্ব করেন জেলা মহিলা জামায়াতের সভানেত্রী। বিশেষ অতিথি হিসেবে উপস্থিত ছিলেন মহানগর ও জেলা জামায়াতের নেতৃবৃন্দ। বক্তারা বলেন, সমাজে শান্তি ও শৃঙ্খলা প্রতিষ্ঠায় নারীদের ভূমিকা অপরিসীম। পরিবার থেকেই নৈতিক শিক্ষার সূচনা হয়। তাই মায়েদের সচেতন ও শিক্ষিত হতে হবে। সম্মেলনে জেলার বিভিন্ন থানা ও ওয়ার্ড থেকে আগত কর্মীরা অংশগ্রহণ করেন।: [1335, 958, 1512, 1058]
masthead-divider: [16, 188, 1512, 191]
nabobarsho-headline[interactable]: বাংলা নববর্ষ উপলক্ষে খুবিতে তিন দিনব্যাপী বর্ণিল আয়োজন: [363, 841, 561, 879]
bagerhat-body-2: অস্বাভাবিক ছিল। মানুষজন ভয়ে তাড়া দিলে সেটি পানির দিকে চলে যায়। মাজারের খাদেম জানান, দিঘির কুমিরগুলো সাধারণত মানুষের ক্ষতি করে না। দর্শনার্থীরা নিয়মিত এদের মুরগি খাওয়ান। তবে কোনো প্রাণী পানিতে নামলে স্বভাবতই কুমির আক্রমণ করতে পারে। তিনি দর্শনার্থীদের দিঘির পাড়ে সতর্ক থাকার পরামর্শ দেন।: [767, 821, 937, 908]
